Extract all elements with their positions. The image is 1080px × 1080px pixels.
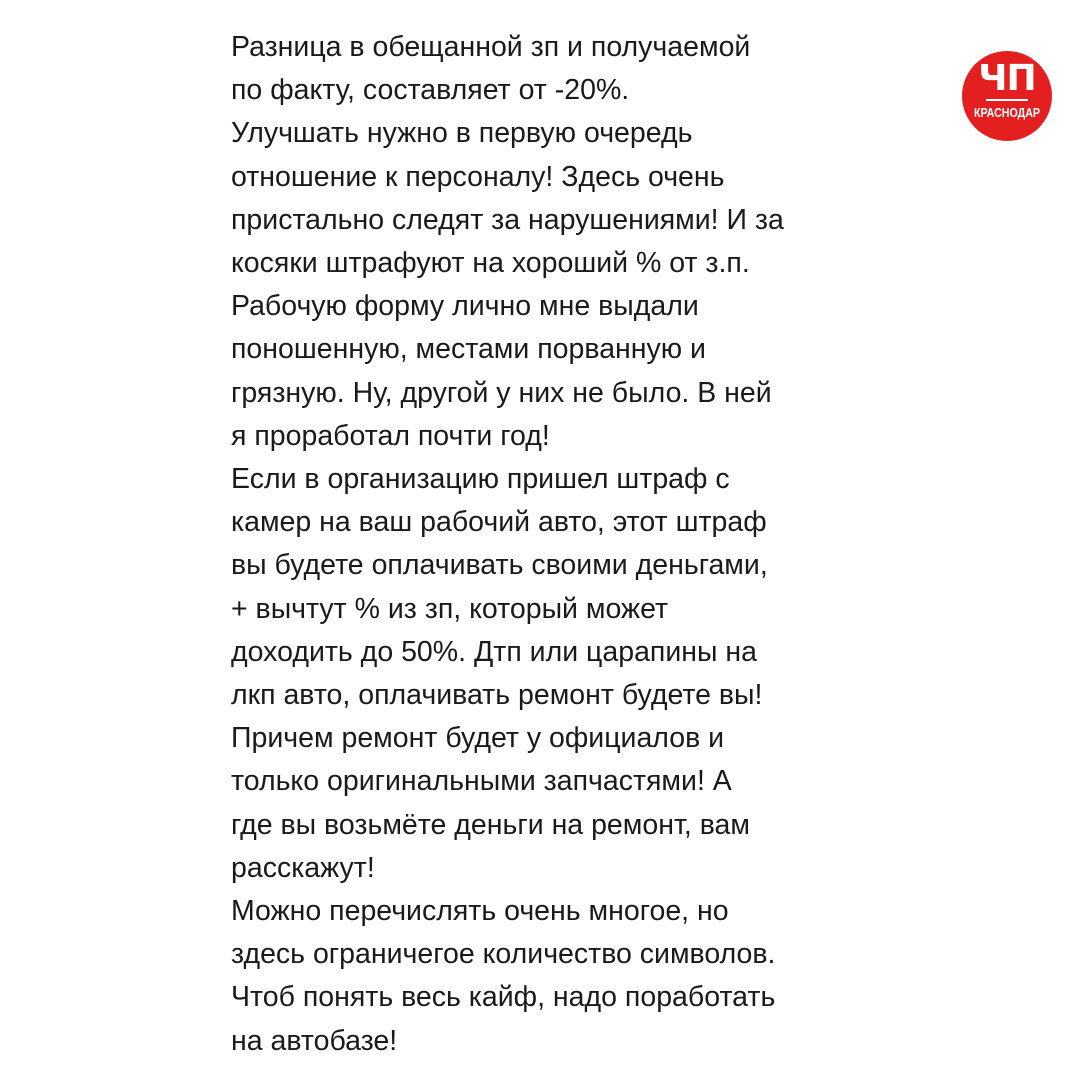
text-line: Чтоб понять весь кайф, надо поработать	[231, 981, 776, 1014]
text-line: Если в организацию пришел штраф с	[231, 463, 730, 496]
text-line: Разница в обещанной зп и получаемой	[231, 31, 751, 63]
text-line: расскажут!	[231, 851, 375, 884]
text-line: Можно перечислять очень многое, но	[231, 895, 729, 928]
text-line: поношенную, местами порванную и	[231, 333, 706, 366]
logo-city-text: КРАСНОДАР	[973, 105, 1041, 120]
logo-divider	[986, 99, 1028, 101]
chp-krasnodar-logo	[962, 51, 1052, 141]
post-text	[231, 26, 831, 1063]
text-line: по факту, составляет от -20%.	[231, 74, 630, 107]
text-line: Улучшать нужно в первую очередь	[231, 117, 693, 150]
text-line: + вычтут % из зп, который может	[231, 592, 669, 625]
text-line: грязную. Ну, другой у них не было. В ней	[231, 376, 772, 409]
text-line: камер на ваш рабочий авто, этот штраф	[231, 506, 767, 539]
text-line: Причем ремонт будет у официалов и	[231, 722, 725, 755]
text-line: вы будете оплачивать своими деньгами,	[231, 549, 768, 582]
text-line: на автобазе!	[231, 1024, 398, 1057]
text-line: отношение к персоналу! Здесь очень	[231, 160, 725, 193]
text-line: Рабочую форму лично мне выдали	[231, 290, 699, 323]
logo-main-text: ЧП	[978, 58, 1036, 99]
text-line: здесь ограничегое количество символов.	[231, 938, 776, 971]
text-line: пристально следят за нарушениями! И за	[231, 203, 784, 236]
text-line: доходить до 50%. Дтп или царапины на	[231, 635, 758, 668]
text-line: где вы возьмёте деньги на ремонт, вам	[231, 808, 750, 841]
text-line: косяки штрафуют на хороший % от з.п.	[231, 247, 750, 280]
text-line: лкп авто, оплачивать ремонт будете вы!	[231, 679, 763, 712]
text-line: только оригинальными запчастями! А	[231, 765, 732, 798]
text-line: я проработал почти год!	[231, 419, 550, 452]
